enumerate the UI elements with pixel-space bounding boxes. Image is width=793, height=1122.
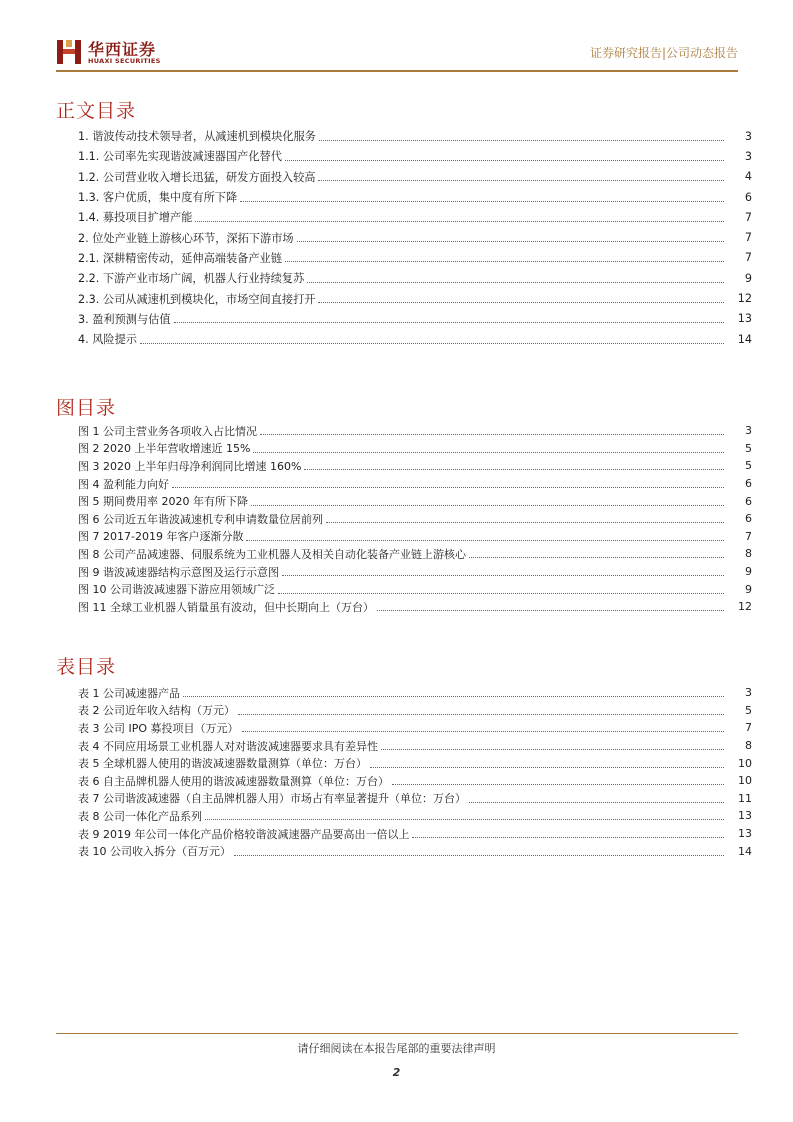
entry-page-number: 3	[745, 424, 752, 438]
figures-entry[interactable]	[78, 528, 752, 546]
dot-leader	[234, 855, 724, 856]
entry-label: 表 3 公司 IPO 募投项目（万元）	[78, 721, 239, 735]
contents-entry[interactable]	[78, 167, 752, 187]
entry-label: 表 2 公司近年收入结构（万元）	[78, 704, 235, 718]
tables-entry[interactable]	[78, 684, 752, 702]
entry-label: 表 10 公司收入拆分（百万元）	[78, 845, 231, 859]
dot-leader	[392, 784, 724, 785]
entry-page-number: 7	[744, 251, 752, 265]
dot-leader	[238, 714, 724, 715]
entry-page-number: 4	[744, 170, 752, 184]
footer-divider	[56, 1033, 738, 1034]
entry-label: 图 10 公司谐波减速器下游应用领域广泛	[78, 583, 275, 597]
dot-leader	[469, 802, 724, 803]
entry-label: 图 8 公司产品减速器、伺服系统为工业机器人及相关自动化装备产业链上游核心	[78, 547, 466, 561]
entry-page-number: 6	[745, 512, 752, 526]
dot-leader	[297, 241, 724, 242]
dot-leader	[172, 487, 724, 488]
tables-entry[interactable]	[78, 772, 752, 790]
entry-label: 2.2. 下游产业市场广阔，机器人行业持续复苏	[78, 272, 305, 286]
figures-entry[interactable]	[78, 440, 752, 458]
page-number: 2	[392, 1066, 401, 1079]
dot-leader	[251, 505, 724, 506]
entry-label: 表 9 2019 年公司一体化产品价格较谐波减速器产品要高出一倍以上	[78, 827, 410, 841]
entry-page-number: 6	[745, 494, 752, 508]
contents-entry[interactable]	[78, 207, 752, 227]
dot-leader	[318, 302, 724, 303]
dot-leader	[469, 557, 724, 558]
contents-entry[interactable]	[78, 288, 752, 308]
dot-leader	[370, 767, 724, 768]
entry-page-number: 5	[745, 703, 752, 717]
dot-leader	[381, 749, 724, 750]
dot-leader	[278, 593, 724, 594]
dot-leader	[246, 540, 724, 541]
entry-label: 图 6 公司近五年谐波减速机专利申请数量位居前列	[78, 512, 323, 526]
legal-disclaimer: 请仔细阅读在本报告尾部的重要法律声明	[297, 1042, 496, 1055]
dot-leader	[319, 140, 724, 141]
contents-entry[interactable]	[78, 146, 752, 166]
entry-page-number: 3	[744, 149, 752, 163]
contents-list	[78, 126, 752, 349]
entry-page-number: 10	[738, 774, 752, 788]
entry-page-number: 6	[745, 477, 752, 491]
figures-list	[78, 422, 752, 616]
entry-page-number: 6	[744, 190, 752, 204]
tables-entry[interactable]	[78, 737, 752, 755]
dot-leader	[260, 434, 724, 435]
entry-page-number: 13	[737, 312, 752, 326]
dot-leader	[282, 575, 724, 576]
dot-leader	[307, 282, 724, 283]
entry-label: 3. 盈利预测与估值	[78, 312, 171, 326]
entry-page-number: 5	[745, 459, 752, 473]
entry-label: 表 4 不同应用场景工业机器人对对谐波减速器要求具有差异性	[78, 739, 378, 753]
dot-leader	[242, 731, 724, 732]
logo-english-name: HUAXI SECURITIES	[88, 57, 161, 65]
entry-label: 2.3. 公司从减速机到模块化，市场空间直接打开	[78, 292, 316, 306]
contents-entry[interactable]	[78, 187, 752, 207]
page-header	[56, 36, 738, 72]
company-logo	[56, 36, 256, 70]
entry-label: 表 7 公司谐波减速器（自主品牌机器人用）市场占有率显著提升（单位：万台）	[78, 792, 466, 806]
contents-title: 正文目录	[56, 100, 137, 122]
entry-page-number: 3	[745, 686, 752, 700]
figures-entry[interactable]	[78, 598, 752, 616]
entry-label: 表 1 公司减速器产品	[78, 686, 180, 700]
huaxi-logo-icon	[56, 38, 82, 66]
contents-entry[interactable]	[78, 126, 752, 146]
figures-entry[interactable]	[78, 563, 752, 581]
dot-leader	[285, 160, 724, 161]
dot-leader	[140, 343, 724, 344]
entry-page-number: 12	[737, 292, 752, 306]
tables-entry[interactable]	[78, 790, 752, 808]
tables-entry[interactable]	[78, 825, 752, 843]
dot-leader	[377, 610, 724, 611]
figures-entry[interactable]	[78, 580, 752, 598]
dot-leader	[304, 469, 724, 470]
entry-label: 图 2 2020 上半年营收增速近 15%	[78, 442, 251, 456]
dot-leader	[174, 322, 724, 323]
dot-leader	[240, 201, 724, 202]
entry-label: 图 9 谐波减速器结构示意图及运行示意图	[78, 565, 279, 579]
contents-entry[interactable]	[78, 309, 752, 329]
figures-entry[interactable]	[78, 492, 752, 510]
dot-leader	[205, 819, 724, 820]
entry-label: 图 3 2020 上半年归母净利润同比增速 160%	[78, 459, 302, 473]
dot-leader	[412, 837, 724, 838]
entry-page-number: 14	[737, 332, 752, 346]
entry-page-number: 10	[738, 756, 752, 770]
dot-leader	[183, 696, 724, 697]
header-divider	[56, 70, 738, 72]
entry-page-number: 13	[738, 809, 752, 823]
tables-title: 表目录	[56, 656, 117, 678]
entry-label: 表 8 公司一体化产品系列	[78, 809, 202, 823]
tables-entry[interactable]	[78, 702, 752, 720]
figures-title: 图目录	[56, 397, 117, 419]
contents-entry[interactable]	[78, 329, 752, 349]
tables-entry[interactable]	[78, 754, 752, 772]
entry-label: 2.1. 深耕精密传动，延伸高端装备产业链	[78, 251, 282, 265]
entry-label: 图 4 盈利能力向好	[78, 477, 169, 491]
figures-entry[interactable]	[78, 510, 752, 528]
dot-leader	[195, 221, 724, 222]
figures-entry[interactable]	[78, 545, 752, 563]
tables-entry[interactable]	[78, 719, 752, 737]
entry-label: 图 1 公司主营业务各项收入占比情况	[78, 424, 257, 438]
contents-entry[interactable]	[78, 268, 752, 288]
dot-leader	[285, 261, 724, 262]
dot-leader	[326, 522, 724, 523]
entry-page-number: 9	[744, 271, 752, 285]
logo-chinese-name: 华西证券	[88, 40, 157, 59]
tables-entry[interactable]	[78, 807, 752, 825]
entry-label: 1.2. 公司营业收入增长迅猛，研发方面投入较高	[78, 170, 316, 184]
entry-label: 1.3. 客户优质，集中度有所下降	[78, 191, 238, 205]
entry-page-number: 12	[738, 600, 752, 614]
report-type-label: 证券研究报告|公司动态报告	[589, 46, 738, 60]
entry-label: 图 5 期间费用率 2020 年有所下降	[78, 495, 248, 509]
entry-page-number: 7	[744, 231, 752, 245]
entry-page-number: 5	[745, 441, 752, 455]
entry-label: 1.4. 募投项目扩增产能	[78, 211, 193, 225]
entry-page-number: 9	[745, 565, 752, 579]
entry-label: 1. 谐波传动技术领导者，从减速机到模块化服务	[78, 130, 316, 144]
tables-list	[78, 684, 752, 860]
entry-page-number: 8	[745, 547, 752, 561]
contents-entry[interactable]	[78, 227, 752, 247]
entry-label: 表 5 全球机器人使用的谐波减速器数量测算（单位：万台）	[78, 757, 367, 771]
entry-label: 图 7 2017-2019 年客户逐渐分散	[78, 530, 244, 544]
entry-label: 图 11 全球工业机器人销量虽有波动，但中长期向上（万台）	[78, 600, 374, 614]
entry-page-number: 9	[745, 582, 752, 596]
entry-page-number: 11	[738, 791, 752, 805]
dot-leader	[253, 452, 724, 453]
entry-label: 1.1. 公司率先实现谐波减速器国产化替代	[78, 150, 282, 164]
entry-label: 表 6 自主品牌机器人使用的谐波减速器数量测算（单位：万台）	[78, 774, 389, 788]
entry-page-number: 3	[744, 129, 752, 143]
figures-entry[interactable]	[78, 475, 752, 493]
dot-leader	[318, 180, 724, 181]
entry-label: 2. 位处产业链上游核心环节，深拓下游市场	[78, 231, 294, 245]
figures-entry[interactable]	[78, 422, 752, 440]
entry-page-number: 14	[738, 844, 752, 858]
entry-page-number: 7	[744, 210, 752, 224]
entry-page-number: 7	[745, 529, 752, 543]
entry-label: 4. 风险提示	[78, 333, 137, 347]
tables-entry[interactable]	[78, 842, 752, 860]
entry-page-number: 8	[745, 739, 752, 753]
entry-page-number: 7	[745, 721, 752, 735]
entry-page-number: 13	[738, 827, 752, 841]
contents-entry[interactable]	[78, 248, 752, 268]
figures-entry[interactable]	[78, 457, 752, 475]
